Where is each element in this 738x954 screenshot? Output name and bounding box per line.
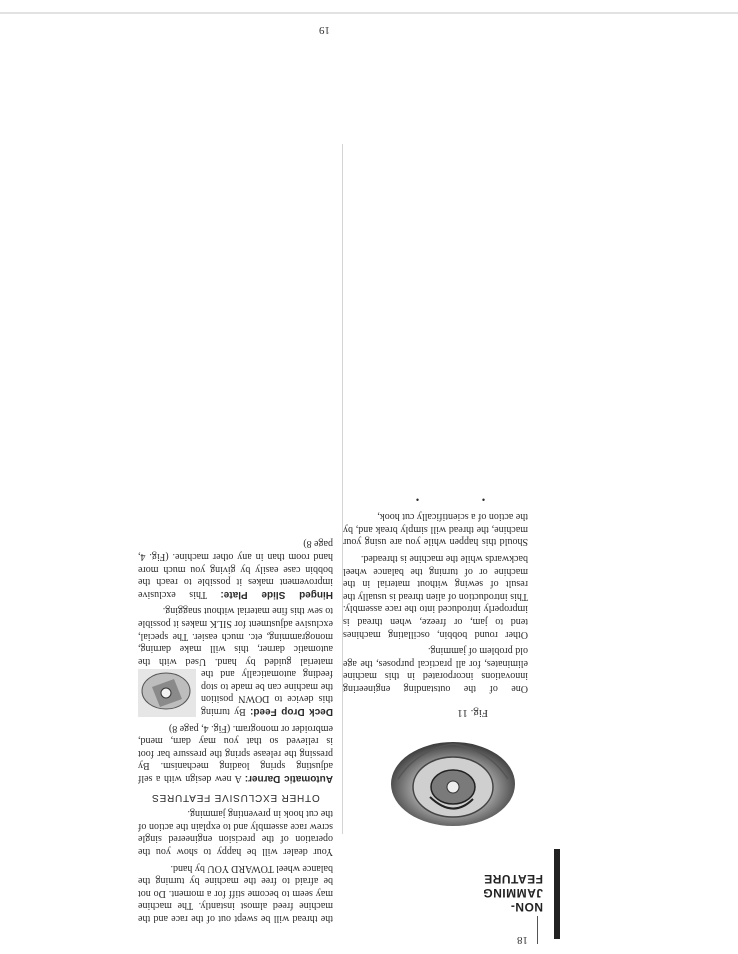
paragraph: Your dealer will be happy to show you the operation of the precision engineered single screw race assembly and to explain the action of the cut hook in preventing jamming. [138,808,333,858]
feature-lead: Hinged Slide Plate: [220,588,333,600]
header-line-2: JAMMING [482,886,543,900]
header-line-3: FEATURE [483,872,543,886]
page-number-right: 19 [319,24,330,36]
margin-bar [554,849,560,939]
page-edge [0,12,738,14]
left-margin-rule [537,916,538,944]
feature-automatic-darner [138,721,333,784]
feature-lead: Deck Drop Feed: [250,706,333,718]
bobbin-hook-photo-icon [388,729,518,839]
feature-text: A new design with a self adjusting spring loading mechanism. By pressing the release spring the pressure bar foot is relieved so that you may darn, mend, embroider or monogram. (Fig. 4, page 8) [138,722,333,785]
paragraph: Should this happen while you are using your machine, the thread will simply break and, by the action of a scientifically cut hook, [343,511,528,548]
separator-dots: • • [385,492,486,504]
paragraph: One of the outstanding engineering innovations incorporated in this machine eliminates, for all practical purposes, the age old problem of jamming. [343,645,528,694]
left-column [343,485,528,694]
page-number-left: 18 [517,934,528,946]
feature-lead: Automatic Darner: [244,773,333,785]
feature-text: This exclusive improvement makes it possible to reach the bobbin case easily by giving you much more hand room than in any other machine. (Fig. 4, page 8) [138,538,333,600]
paragraph: Other round bobbin, oscillating machines tend to jam, or freeze, when thread is improperly introduced into the race assembly. This introduction of alien thread is usually the result of sewing without material in the machine or of turning the balance wheel backwards while the machine is threaded. [343,553,528,640]
section-header [483,872,543,914]
feature-deck-drop-feed [138,604,333,717]
feature-hinged-slide-plate [138,537,333,600]
subheading: OTHER EXCLUSIVE FEATURES [151,791,320,803]
paragraph: the thread will be swept out of the race and the machine freed almost instantly. The machine may seem to become stiff for a moment. Do not be afraid to free the machine by turning the balance wheel TOWARD YOU by hand. [138,862,333,924]
header-line-1: NON- [510,900,543,914]
figure-caption: Fig. 11 [457,707,488,719]
feature-text: By turning this device to DOWN position the machine can be made to stop feeding automatically and the material guided by hand. Used with the automatic darner, this will make darning, monogramming, etc. much easier. The special, exclusive adjustment for SILK makes it possible to sew this fine material without snagging. [138,605,333,718]
drop-feed-dial-photo-icon [138,669,196,717]
right-column [138,533,333,924]
